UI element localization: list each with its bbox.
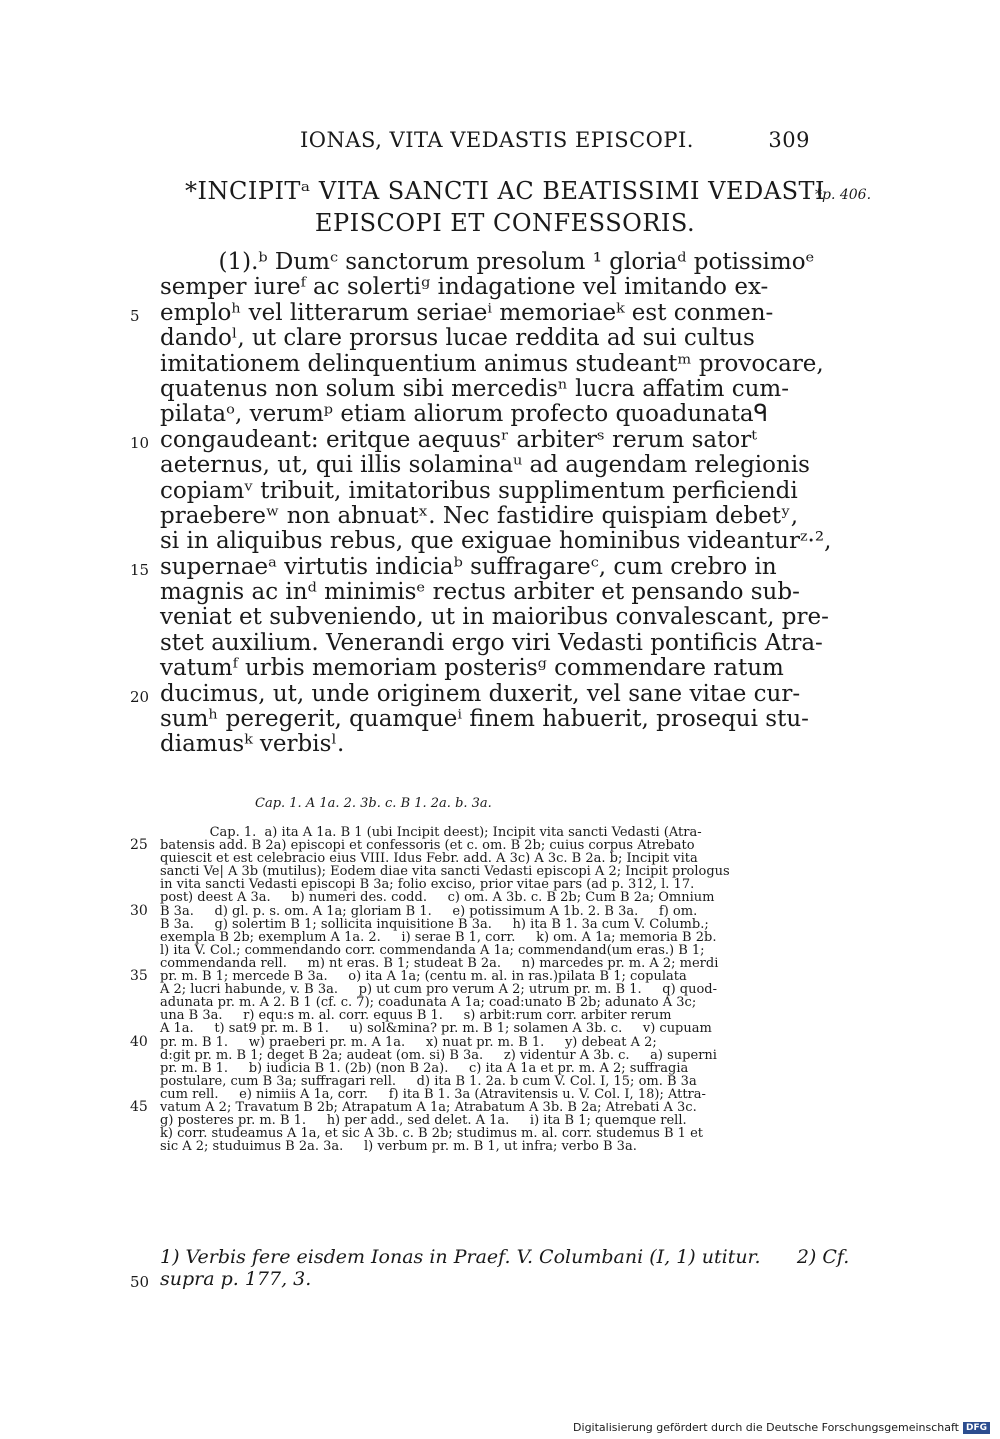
- title-line-1: *INCIPITᵃ VITA SANCTI AC BEATISSIMI VEDASTI: [184, 177, 826, 205]
- line-text: g) posteres pr. m. B 1. h) per add., sed delet. A 1a. i) ita B 1; quemque rell.: [160, 1113, 687, 1129]
- footnotes: [130, 1246, 850, 1291]
- line-text: diamusᵏ verbisˡ.: [160, 731, 345, 758]
- line-text: 1) Verbis fere eisdem Ionas in Praef. V. Columbani (I, 1) utitur. 2) Cf.: [160, 1246, 850, 1268]
- chapter-title: [155, 175, 855, 239]
- line-text: ducimus, ut, unde originem duxerit, vel sane vitae cur-: [160, 680, 801, 707]
- text-line: [130, 553, 805, 580]
- text-line: [160, 629, 823, 656]
- line-text: commendanda rell. m) nt eras. B 1; studeat B 2a. n) marcedes pr. m. A 2; merdi: [160, 955, 719, 971]
- line-text: copiamᵛ tribuit, imitatoribus supplimentum perficiendi: [160, 477, 798, 504]
- page-number: 309: [768, 128, 810, 152]
- line-text: B 3a. d) gl. p. s. om. A 1a; gloriam B 1. e) potissimum A 1b. 2. B 3a. f) om.: [160, 903, 698, 919]
- line-text: l) ita V. Col.; commendando corr. commendanda A 1a; commendand(um eras.) B 1;: [160, 942, 705, 958]
- title-line-2: EPISCOPI ET CONFESSORIS.: [314, 209, 696, 237]
- text-line: [160, 732, 805, 757]
- line-text: batensis add. B 2a) episcopi et confessoris (et c. om. B 2b; cuius corpus Atrebato: [160, 838, 695, 854]
- text-line: [160, 479, 805, 504]
- line-text: Cap. 1. a) ita A 1a. B 1 (ubi Incipit deest); Incipit vita sancti Vedasti (Atra-: [160, 825, 702, 840]
- text-line: [160, 504, 805, 529]
- line-text: adunata pr. m. A 2. B 1 (cf. c. 7); coadunata A 1a; coad:unato B 2b; adunato A 3c;: [160, 995, 697, 1011]
- running-title: IONAS, VITA VEDASTIS EPISCOPI.: [300, 128, 694, 152]
- text-line: [160, 580, 805, 605]
- line-number: 30: [130, 902, 148, 919]
- running-header: [300, 128, 810, 152]
- line-text: sancti Ve| A 3b (mutilus); Eodem diae vita sancti Vedasti episcopi A 2; Incipit prologus: [160, 864, 730, 880]
- line-text: sumʰ peregerit, quamqueⁱ finem habuerit, prosequi stu-: [160, 706, 809, 733]
- text-line: [160, 1246, 850, 1268]
- line-text: stet auxilium. Venerandi ergo viri Vedasti pontificis Atra-: [160, 629, 823, 656]
- line-text: pr. m. B 1. b) iudicia B 1. (2b) (non B 2a). c) ita A 1a et pr. m. A 2; suffragia: [160, 1060, 689, 1076]
- text-line: [160, 528, 832, 555]
- line-text: quiescit et est celebracio eius VIII. Idus Febr. add. A 3c) A 3c. B 2a. b; Incipit vita: [160, 851, 698, 867]
- text-line: [160, 1140, 805, 1153]
- line-text: cum rell. e) nimiis A 1a, corr. f) ita B 1. 3a (Atravitensis u. V. Col. I, 18); Attra-: [160, 1086, 706, 1102]
- line-number: 5: [130, 306, 140, 325]
- line-number: 15: [130, 560, 150, 579]
- line-text: A 2; lucri habunde, v. B 3a. p) ut cum pro verum A 2; utrum pr. m. B 1. q) quod-: [160, 982, 718, 998]
- text-line: [160, 249, 815, 275]
- line-text: aeternus, ut, qui illis solaminaᵘ ad augendam relegionis: [160, 452, 810, 479]
- line-text: veniat et subveniendo, ut in maioribus convalescant, pre-: [160, 604, 829, 631]
- text-line: [130, 680, 805, 707]
- line-text: magnis ac inᵈ minimisᵉ rectus arbiter et pensando sub-: [160, 579, 800, 606]
- line-number: 25: [130, 837, 148, 854]
- line-number: 50: [130, 1273, 150, 1291]
- text-line: [130, 426, 805, 453]
- critical-apparatus: [130, 825, 805, 1155]
- line-text: semper iureᶠ ac solertiᵍ indagatione vel imitando ex-: [160, 274, 769, 301]
- line-text: dandoˡ, ut clare prorsus lucae reddita ad sui cultus: [160, 325, 755, 352]
- line-text: postulare, cum B 3a; suffragari rell. d) ita B 1. 2a. b cum V. Col. I, 15; om. B 3a: [160, 1073, 697, 1089]
- text-line: [160, 326, 805, 351]
- line-number: 45: [130, 1098, 148, 1115]
- line-text: B 3a. g) solertim B 1; sollicita inquisitione B 3a. h) ita B 1. 3a cum V. Columb.;: [160, 916, 709, 932]
- line-text: (1).ᵇ Dumᶜ sanctorum presolum ¹ gloriaᵈ potissimoᵉ: [160, 249, 815, 275]
- line-text: una B 3a. r) equ:s m. al. corr. equus B 1. s) arbit:rum corr. arbiter rerum: [160, 1008, 672, 1024]
- text-line: [130, 299, 805, 326]
- text-line: [160, 452, 810, 479]
- text-line: [160, 402, 805, 427]
- line-number: 40: [130, 1033, 148, 1050]
- line-text: quatenus non solum sibi mercedisⁿ lucra affatim cum-: [160, 375, 789, 402]
- line-text: post) deest A 3a. b) numeri des. codd. c) om. A 3b. c. B 2b; Cum B 2a; Omnium: [160, 890, 715, 906]
- text-line: [160, 275, 805, 300]
- text-line: [160, 604, 829, 631]
- line-number: 35: [130, 968, 148, 985]
- line-text: supernaeᵃ virtutis indiciaᵇ suffragareᶜ, cum crebro in: [160, 553, 777, 580]
- line-text: si in aliquibus rebus, que exiguae hominibus videanturᶻ·²,: [160, 528, 832, 555]
- line-text: emploʰ vel litterarum seriaeⁱ memoriaeᵏ est conmen-: [160, 299, 774, 326]
- line-number: 10: [130, 433, 150, 452]
- line-number: 20: [130, 687, 150, 706]
- line-text: imitationem delinquentium animus studeantᵐ provocare,: [160, 350, 824, 377]
- line-text: supra p. 177, 3.: [160, 1268, 312, 1290]
- line-text: pr. m. B 1; mercede B 3a. o) ita A 1a; (centu m. al. in ras.)pilata B 1; copulata: [160, 969, 687, 985]
- line-text: sic A 2; studuimus B 2a. 3a. l) verbum pr. m. B 1, ut infra; verbo B 3a.: [160, 1139, 637, 1155]
- line-text: in vita sancti Vedasti episcopi B 3a; folio exciso, prior vitae pars (ad p. 312, l. 17.: [160, 877, 695, 893]
- dfg-logo: DFG: [963, 1422, 990, 1434]
- line-text: vatum A 2; Travatum B 2b; Atrapatum A 1a; Atrabatum A 3b. B 2a; Atrebati A 3c.: [160, 1099, 697, 1115]
- line-text: praebereʷ non abnuatˣ. Nec fastidire quispiam debetʸ,: [160, 502, 799, 529]
- line-text: d:git pr. m. B 1; deget B 2a; audeat (om. si) B 3a. z) videntur A 3b. c. a) superni: [160, 1047, 717, 1063]
- text-line: [160, 656, 805, 681]
- text-line: [160, 706, 809, 733]
- page-reference-mark: *p. 406.: [815, 187, 872, 203]
- line-text: pr. m. B 1. w) praeberi pr. m. A 1a. x) nuat pr. m. B 1. y) debeat A 2;: [160, 1034, 657, 1050]
- line-text: k) corr. studeamus A 1a, et sic A 3b. c. B 2b; studimus m. al. corr. studemus B 1 et: [160, 1126, 703, 1142]
- manuscript-sigla: Cap. 1. A 1a. 2. 3b. c. B 1. 2a. b. 3a.: [255, 796, 492, 811]
- line-text: vatumᶠ urbis memoriam posterisᵍ commendare ratum: [160, 655, 784, 682]
- text-line: [160, 350, 824, 377]
- line-text: congaudeant: eritque aequusʳ arbiterˢ rerum satorᵗ: [160, 426, 757, 453]
- dfg-credit: [573, 1421, 990, 1434]
- text-line: [160, 377, 805, 402]
- line-text: exempla B 2b; exemplum A 1a. 2. i) serae B 1, corr. k) om. A 1a; memoria B 2b.: [160, 929, 717, 945]
- line-text: A 1a. t) sat9 pr. m. B 1. u) sol&mina? pr. m. B 1; solamen A 3b. c. v) cupuam: [160, 1021, 712, 1037]
- credit-text: Digitalisierung gefördert durch die Deutsche Forschungsgemeinschaft: [573, 1421, 959, 1434]
- line-text: pilataᵒ, verumᵖ etiam aliorum profecto quoadunataᑫ: [160, 401, 769, 428]
- main-text: [130, 249, 832, 758]
- text-line: [130, 1268, 805, 1291]
